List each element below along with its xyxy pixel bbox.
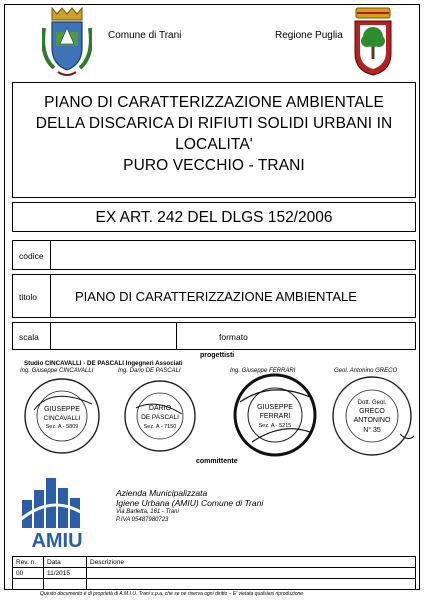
revision-cell: 00 [13,568,44,579]
table-row [13,579,416,590]
title-line-1: PIANO DI CARATTERIZZAZIONE AMBIENTALE [44,94,384,111]
table-row [13,568,416,579]
scala-row [12,322,416,350]
de-pascali-stamp-icon [122,378,198,454]
engineer-name: Geol. Antonino GRECO [334,368,398,374]
svg-text:Sez. A - 5809: Sez. A - 5809 [45,424,79,430]
trani-coat-of-arms-icon [42,6,92,80]
ferrari-stamp-icon [232,372,318,458]
title-line-4: PURO VECCHIO - TRANI [123,157,305,174]
date-cell: 11/2015 [44,568,87,579]
formato-label: formato [219,332,248,342]
engineer-name: Ing. Dario DE PASCALI [118,368,181,374]
scala-label: scala [19,332,39,342]
svg-text:Dott. Geol.: Dott. Geol. [357,400,387,406]
amiu-logo-icon [16,470,98,550]
date-header: Data [44,557,87,568]
svg-text:Sez. A - 7150: Sez. A - 7150 [143,424,177,430]
document-title [12,82,416,198]
description-header: Descrizione [87,557,416,568]
svg-text:GRECO: GRECO [359,408,385,415]
svg-text:CINCAVALLI: CINCAVALLI [43,415,81,422]
revision-header: Rev. n. [13,557,44,568]
table-row [13,557,416,568]
divider [50,241,51,269]
divider [50,275,51,317]
comune-label: Comune di Trani [108,30,182,41]
svg-text:GIUSEPPE: GIUSEPPE [257,404,293,411]
studio-name: Studio CINCAVALLI - DE PASCALI Ingegneri Associati [24,360,183,367]
committente-line-1: Azienda Municipalizzata [116,488,208,498]
divider [50,323,51,349]
svg-text:GIUSEPPE: GIUSEPPE [44,406,80,413]
revision-cell [13,579,44,590]
engineer-name: Ing. Giuseppe FERRARI [230,368,296,374]
svg-text:N° 35: N° 35 [363,427,381,434]
titolo-value: PIANO DI CARATTERIZZAZIONE AMBIENTALE [75,289,357,304]
engineer-name: Ing. Giuseppe CINCAVALLI [20,368,94,374]
greco-stamp-icon [330,374,414,458]
svg-text:AMIU: AMIU [31,530,83,550]
legal-reference: EX ART. 242 DEL DLGS 152/2006 [12,202,416,232]
ownership-notice: Questo documento è di proprietà di A.M.I.U. Trani s.p.a. che se ne riserva ogni diritto – E' vietata qualsiasi riproduzione [40,591,304,597]
description-cell [87,579,416,590]
committente-line-2: Igiene Urbana (AMIU) Comune di Trani [116,498,264,508]
description-cell [87,568,416,579]
codice-row [12,240,416,270]
progettisti-label: progettisti [200,352,235,359]
committente-info [116,488,263,524]
date-cell [44,579,87,590]
svg-text:DARIO: DARIO [148,405,172,412]
regione-label: Regione Puglia [275,30,343,41]
committente-address: Via Barletta, 161 - Trani [116,509,179,515]
titolo-row [12,274,416,318]
committente-label: committente [196,458,238,465]
svg-text:FERRARI: FERRARI [259,413,291,420]
title-line-3: LOCALITA' [175,136,253,153]
titolo-label: titolo [19,292,37,302]
title-line-2: DELLA DISCARICA DI RIFIUTI SOLIDI URBANI IN [35,115,393,132]
revisions-table [12,556,416,590]
svg-text:Sez. A - 5215: Sez. A - 5215 [258,423,292,429]
puglia-coat-of-arms-icon [353,5,393,77]
committente-vat: P.IVA 05487980723 [116,517,169,523]
cincavalli-stamp-icon [22,376,102,456]
divider [176,323,177,349]
codice-label: codice [19,251,44,261]
svg-text:DE PASCALI: DE PASCALI [141,414,179,421]
svg-text:ANTONINO: ANTONINO [353,417,391,424]
